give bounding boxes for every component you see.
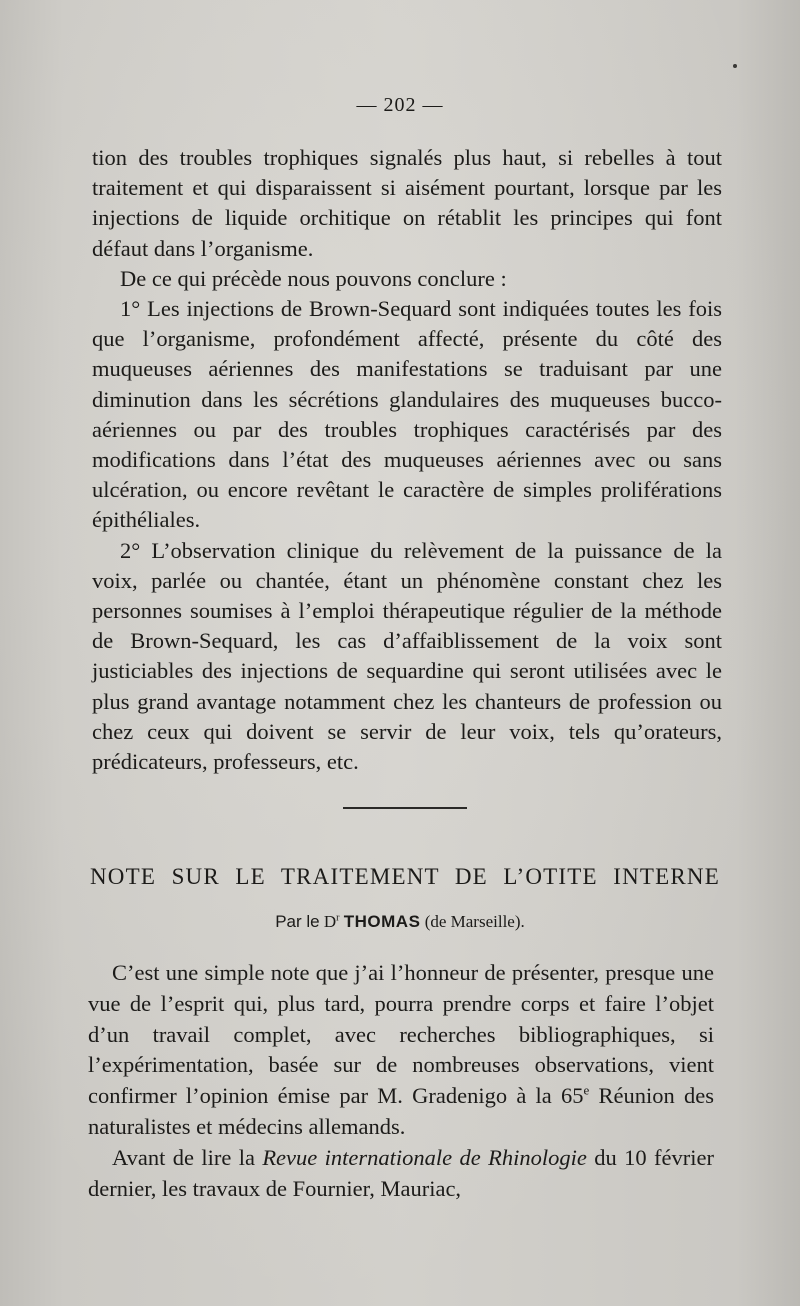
author-place: (de Marseille). [424,912,525,931]
revue-text-end: du 10 février dernier, les travaux de Fournier, Mauriac, [88,1144,714,1201]
note-intro-text-end: Réunion des naturalistes et médecins allemands. [88,1083,714,1139]
page-number: — 202 — [356,94,444,116]
paper-speck [733,64,737,68]
note-text-block [88,958,714,1204]
conclusion-text-block [92,143,722,777]
author-title-sup: r [336,912,340,924]
paragraph-conclude-intro: De ce qui précède nous pouvons conclure : [120,265,507,291]
ordinal-sup: e [583,1082,590,1098]
paragraph-note-intro [88,958,714,1143]
note-intro-text: C’est une simple note que j’ai l’honneur de présenter, presque une vue de l’esprit qui, plus tard, pourra prendre corps et faire l’objet d’un travail complet, avec recherches bibliographiques, si l’expérimentation, basée sur de nombreuses observations, vient confirmer l’opinion émise par M. Gradenigo à la 65 [88,960,714,1109]
paragraph-revue [88,1143,714,1205]
section-divider-rule [343,807,467,809]
paragraph-continuation: tion des troubles trophiques signalés plus haut, si rebelles à tout traitement et qui disparaissent si aisément pourtant, lorsque par les injections de liquide orchitique on rétablit les principes qui font défaut dans l’organisme. [92,145,722,261]
author-line [0,912,800,932]
author-by: Par le [275,912,320,931]
author-title [324,912,340,931]
journal-title: Revue internationale de Rhinologie [262,1144,587,1170]
paragraph-conclusion-2: 2° L’observation clinique du relèvement de la puissance de la voix, parlée ou chantée, étant un phénomène constant chez les personnes soumises à l’emploi thérapeutique régulier de la méthode de Brown-Sequard, les cas d’affaiblissement de la voix sont justiciables des injections de sequardine qui seront utilisées avec le plus grand avantage notamment chez les chanteurs de profession ou chez ceux qui doivent se servir de leur voix, tels qu’orateurs, prédicateurs, professeurs, etc. [92,537,722,775]
revue-text-start: Avant de lire la [112,1144,263,1170]
section-title: NOTE SUR LE TRAITEMENT DE L’OTITE INTERNE [90,864,720,889]
author-name: THOMAS [343,912,421,931]
paragraph-conclusion-1: 1° Les injections de Brown-Sequard sont indiquées toutes les fois que l’organisme, profondément affecté, présente du côté des muqueuses aériennes des manifestations se traduisant par une diminution dans les sécrétions glandulaires des muqueuses bucco-aériennes ou par des troubles trophiques caractérisés par des modifications dans l’état des muqueuses aériennes avec ou sans ulcération, ou encore revêtant le caractère de simples proliférations épithéliales. [92,296,722,533]
author-title-letter: D [323,912,337,931]
